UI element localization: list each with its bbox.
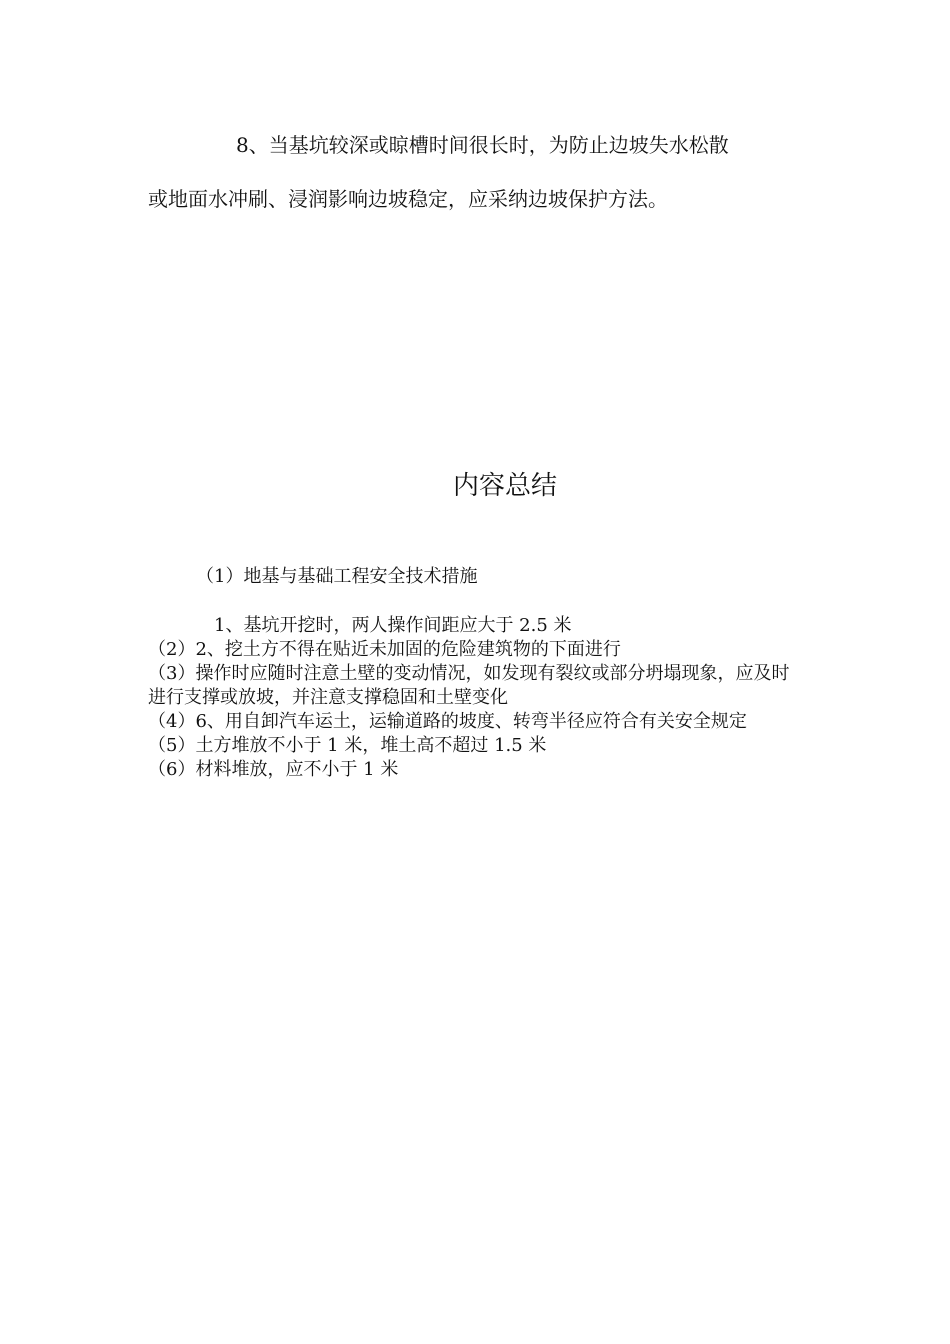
summary-section (148, 565, 798, 782)
intro-line-2: 或地面水冲刷、浸润影响边坡稳定，应采纳边坡保护方法。 (148, 187, 668, 211)
summary-item-3: （3）操作时应随时注意土壁的变动情况，如发现有裂纹或部分坍塌现象，应及时进行支撑或放坡，并注意支撑稳固和土壁变化 (148, 663, 790, 708)
summary-item-5: （5）土方堆放不小于 1 米，堆土高不超过 1.5 米 (148, 735, 547, 756)
summary-item-1: 1、基坑开挖时，两人操作间距应大于 2.5 米 (214, 615, 572, 636)
summary-heading: （1）地基与基础工程安全技术措施 (196, 566, 478, 587)
summary-item-4: （4）6、用自卸汽车运土，运输道路的坡度、转弯半径应符合有关安全规定 (148, 711, 747, 732)
summary-item-2: （2）2、挖土方不得在贴近未加固的危险建筑物的下面进行 (148, 639, 621, 660)
summary-title: 内容总结 (452, 471, 557, 501)
intro-line-1: 8、当基坑较深或晾槽时间很长时，为防止边坡失水松散 (236, 133, 729, 157)
summary-item-6: （6）材料堆放，应不小于 1 米 (148, 759, 399, 780)
intro-paragraph (148, 118, 798, 226)
